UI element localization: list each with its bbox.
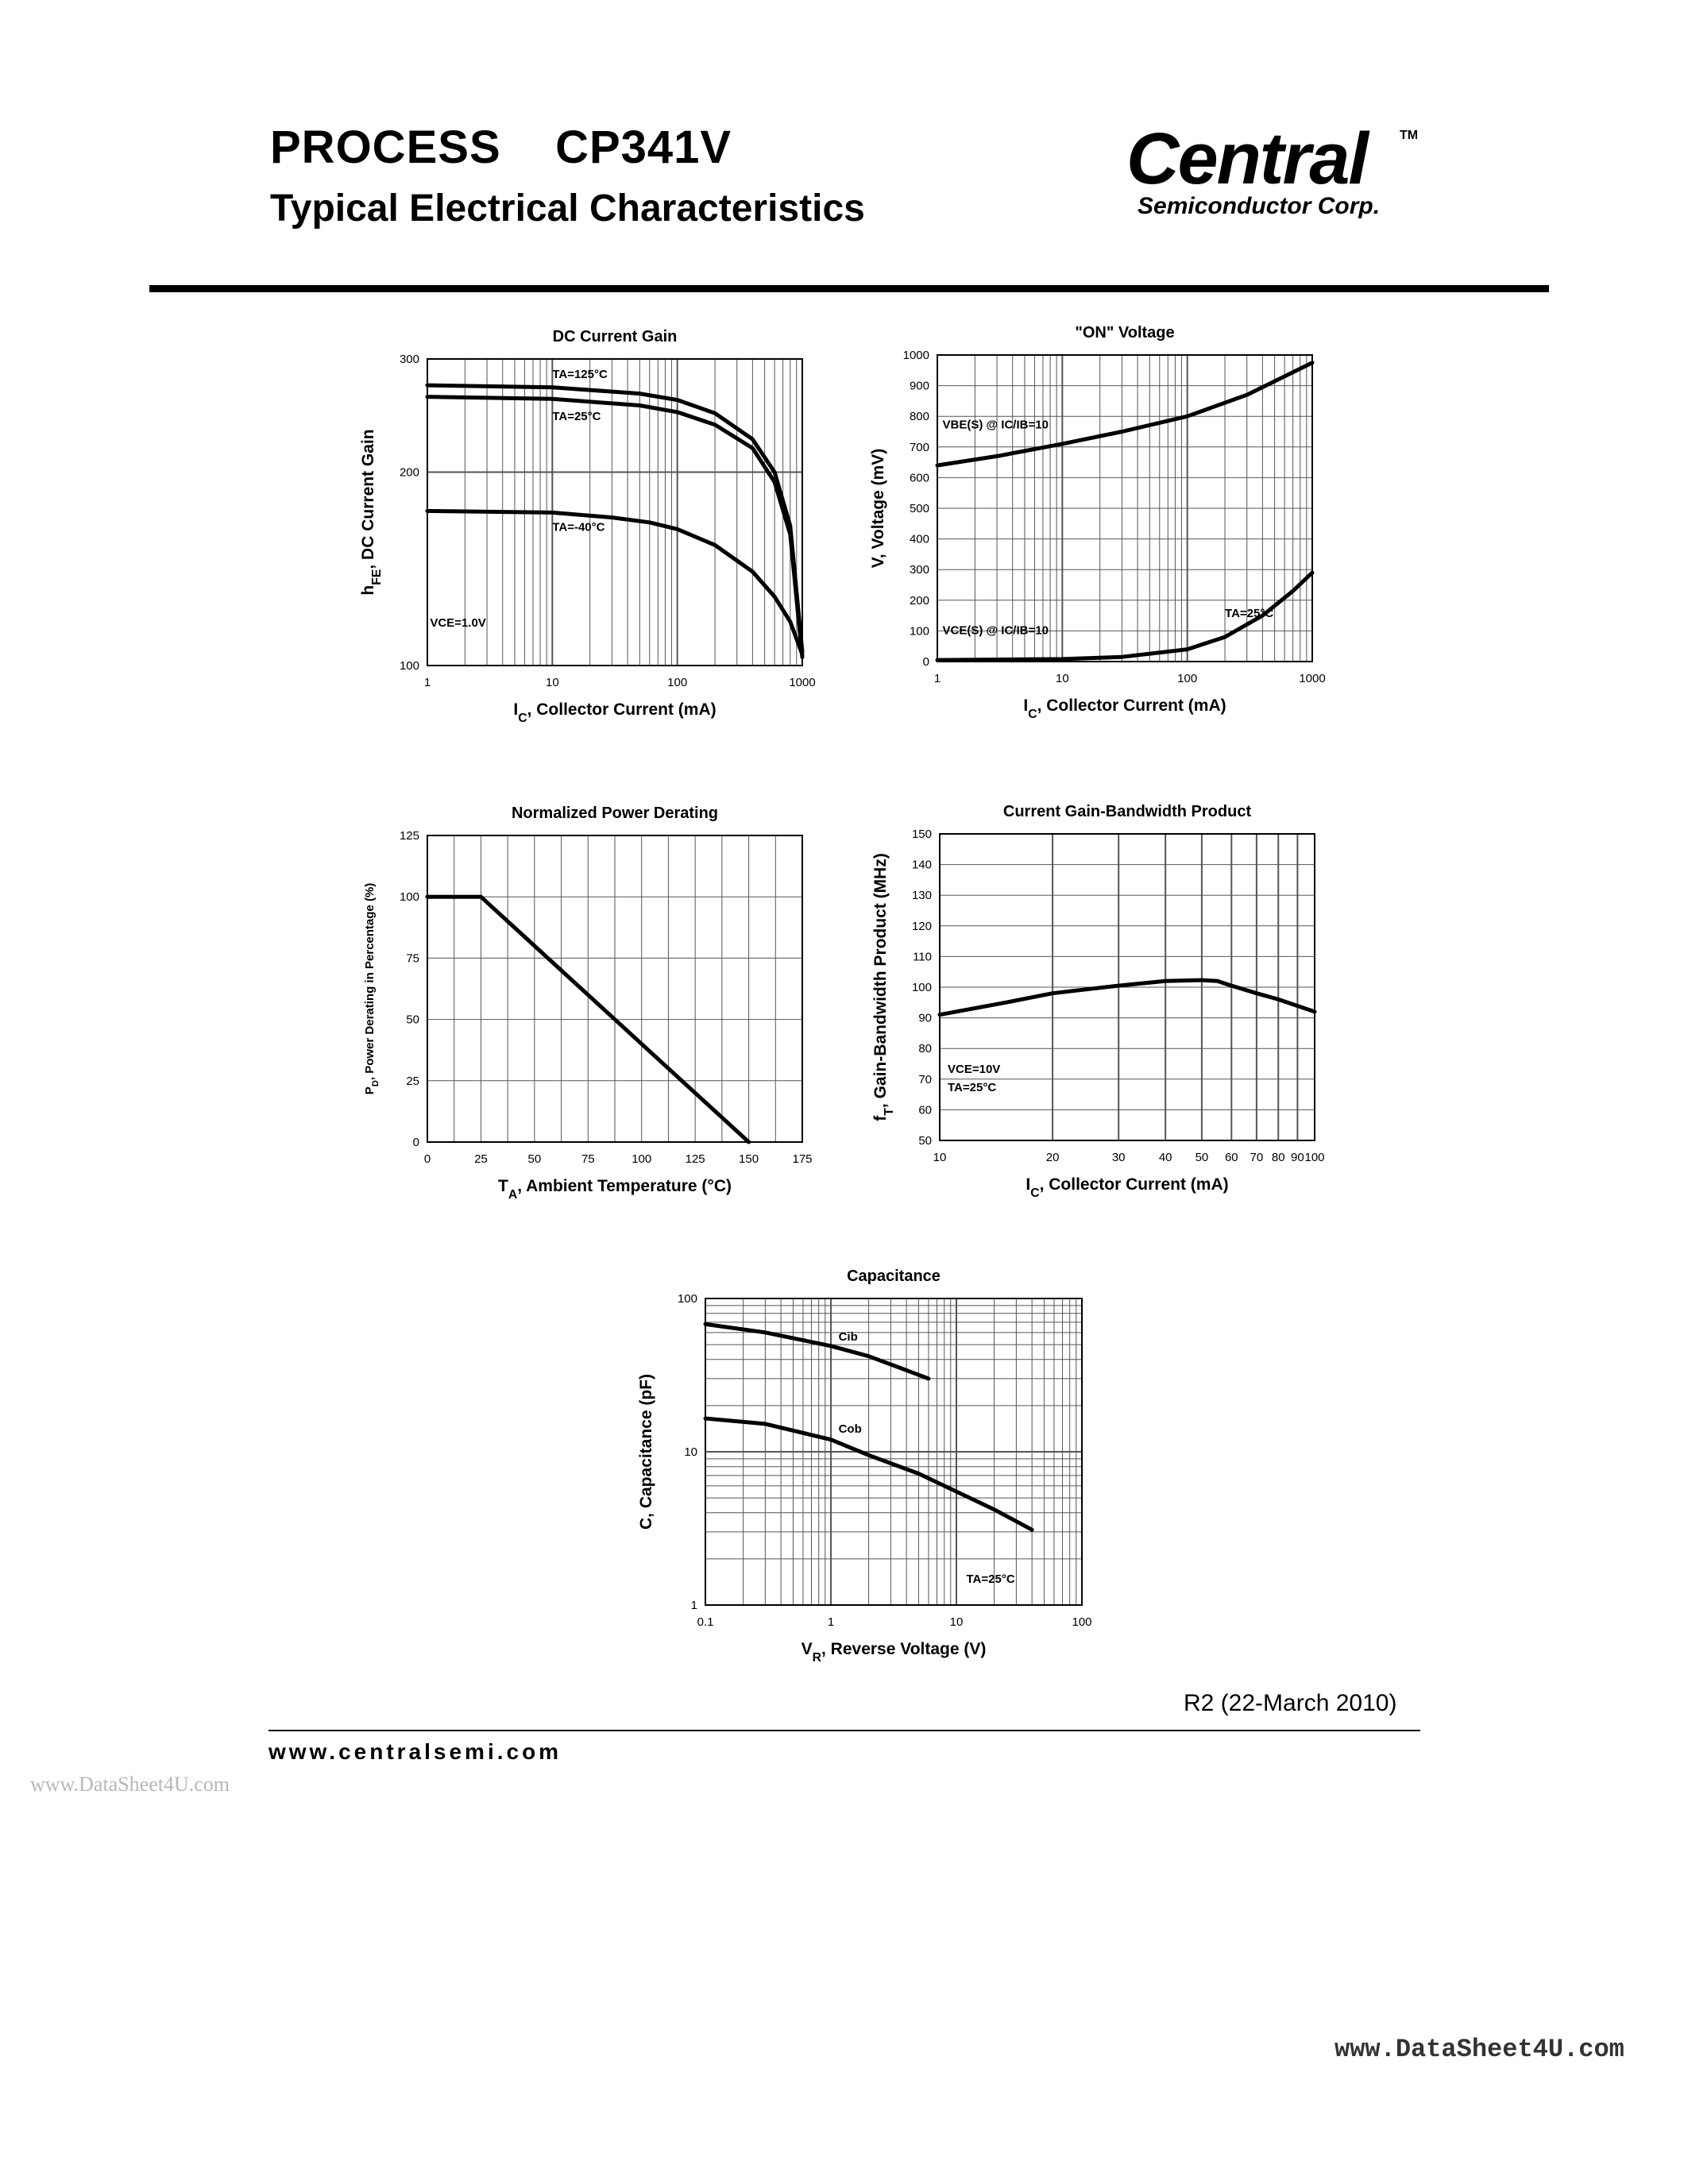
x-tick-label: 50 bbox=[1195, 1151, 1209, 1164]
x-tick-label: 50 bbox=[527, 1152, 542, 1166]
y-tick-label: 100 bbox=[677, 1292, 697, 1306]
logo-subtitle: Semiconductor Corp. bbox=[1138, 193, 1381, 219]
footer-rule bbox=[268, 1730, 1420, 1731]
x-tick-label: 150 bbox=[739, 1152, 759, 1166]
chart-title: Normalized Power Derating bbox=[511, 805, 719, 822]
x-axis-label: $I_C$, Collector Current (mA) bbox=[1026, 1175, 1229, 1200]
y-tick-label: 125 bbox=[399, 829, 419, 843]
y-axis-label: V, Voltage (mV) bbox=[869, 448, 887, 569]
chart-title: "ON" Voltage bbox=[1075, 324, 1175, 341]
x-tick-label: 25 bbox=[474, 1152, 488, 1166]
x-tick-label: 10 bbox=[1055, 672, 1069, 685]
y-tick-label: 300 bbox=[909, 563, 929, 577]
chart-title: DC Current Gain bbox=[552, 328, 678, 345]
x-tick-label: 0.1 bbox=[697, 1615, 714, 1629]
x-tick-label: 100 bbox=[1072, 1615, 1092, 1629]
x-axis-label: $I_C$, Collector Current (mA) bbox=[1023, 696, 1226, 721]
annotation-label: TA=25°C bbox=[552, 409, 601, 423]
chart-gain-bandwidth bbox=[871, 803, 1325, 1200]
revision-label: R2 (22-March 2010) bbox=[1184, 1690, 1397, 1716]
x-axis-label: $T_A$, Ambient Temperature (°C) bbox=[498, 1177, 732, 1202]
annotation-label: TA=25°C bbox=[1225, 607, 1274, 621]
y-tick-label: 110 bbox=[913, 950, 932, 964]
y-axis-label: C, Capacitance (pF) bbox=[637, 1373, 655, 1530]
y-tick-label: 600 bbox=[909, 471, 929, 485]
y-tick-label: 0 bbox=[922, 655, 929, 669]
logo-name: Central bbox=[1126, 118, 1367, 199]
y-tick-label: 400 bbox=[909, 532, 929, 546]
annotation-label: TA=25°C bbox=[948, 1081, 997, 1095]
x-tick-label: 70 bbox=[1250, 1151, 1264, 1164]
x-tick-label: 30 bbox=[1111, 1151, 1126, 1164]
x-tick-label: 100 bbox=[667, 676, 688, 689]
x-tick-label: 175 bbox=[792, 1152, 813, 1166]
watermark-right: www.DataSheet4U.com bbox=[1335, 2035, 1624, 2064]
annotation-label: VCE=10V bbox=[948, 1063, 1001, 1077]
y-tick-label: 75 bbox=[406, 951, 419, 966]
x-tick-label: 10 bbox=[949, 1615, 964, 1629]
website-link[interactable]: www.centralsemi.com bbox=[268, 1739, 562, 1764]
x-tick-label: 20 bbox=[1045, 1151, 1060, 1164]
x-axis-label: $I_C$, Collector Current (mA) bbox=[513, 700, 717, 725]
chart-grid bbox=[705, 1298, 1082, 1605]
y-tick-label: 50 bbox=[918, 1134, 932, 1148]
y-tick-label: 130 bbox=[911, 889, 932, 903]
chart-capacitance bbox=[637, 1268, 1092, 1665]
annotation-label: VCE(S) @ IC/IB=10 bbox=[942, 623, 1049, 638]
y-tick-label: 150 bbox=[911, 828, 932, 841]
x-tick-label: 0 bbox=[423, 1152, 431, 1166]
y-tick-label: 140 bbox=[911, 858, 932, 872]
y-tick-label: 700 bbox=[909, 440, 929, 454]
y-tick-label: 90 bbox=[918, 1011, 932, 1025]
annotation-label: TA=-40°C bbox=[552, 520, 605, 534]
y-tick-label: 1000 bbox=[902, 349, 929, 362]
y-tick-label: 200 bbox=[399, 465, 419, 480]
x-tick-label: 75 bbox=[581, 1152, 595, 1166]
y-axis-label: $h_{FE}$, DC Current Gain bbox=[359, 429, 384, 596]
chart-on-voltage bbox=[869, 324, 1326, 721]
x-tick-label: 40 bbox=[1158, 1151, 1172, 1164]
x-tick-label: 10 bbox=[545, 676, 559, 689]
chart-title: Capacitance bbox=[847, 1268, 941, 1285]
annotation-label: Cib bbox=[838, 1330, 858, 1345]
y-tick-label: 0 bbox=[412, 1136, 419, 1149]
y-tick-label: 100 bbox=[911, 981, 932, 994]
annotation-label: VBE(S) @ IC/IB=10 bbox=[942, 418, 1049, 432]
x-tick-label: 100 bbox=[1304, 1151, 1325, 1164]
chart-title: Current Gain-Bandwidth Product bbox=[1002, 803, 1252, 820]
annotation-label: TA=125°C bbox=[552, 368, 608, 382]
annotation-label: Cob bbox=[838, 1422, 862, 1437]
y-tick-label: 60 bbox=[918, 1103, 932, 1117]
x-tick-label: 100 bbox=[1177, 672, 1198, 685]
y-tick-label: 1 bbox=[690, 1599, 697, 1612]
y-tick-label: 800 bbox=[909, 410, 929, 424]
logo-trademark: TM bbox=[1400, 129, 1419, 142]
y-tick-label: 500 bbox=[909, 502, 929, 515]
x-axis-label: $V_R$, Reverse Voltage (V) bbox=[801, 1640, 987, 1665]
y-axis-label: $P_D$, Power Derating in Percentage (%) bbox=[363, 882, 380, 1095]
x-tick-label: 10 bbox=[933, 1151, 947, 1164]
y-tick-label: 100 bbox=[399, 890, 419, 905]
annotation-label: TA=25°C bbox=[966, 1572, 1015, 1586]
series-line bbox=[940, 980, 1315, 1015]
y-tick-label: 100 bbox=[399, 659, 419, 673]
chart-power-derating bbox=[363, 805, 813, 1202]
chart-dc-current-gain bbox=[359, 328, 816, 725]
page-title: PROCESS CP341V bbox=[270, 122, 732, 173]
x-tick-label: 1 bbox=[423, 676, 431, 689]
y-tick-label: 100 bbox=[909, 624, 929, 639]
x-tick-label: 1 bbox=[827, 1615, 835, 1629]
x-tick-label: 80 bbox=[1271, 1151, 1285, 1164]
series-line bbox=[937, 363, 1312, 465]
y-tick-label: 10 bbox=[684, 1445, 697, 1459]
x-tick-label: 1000 bbox=[789, 676, 816, 689]
page-subtitle: Typical Electrical Characteristics bbox=[270, 187, 865, 230]
y-tick-label: 300 bbox=[399, 353, 419, 366]
watermark-left: www.DataSheet4U.com bbox=[30, 1773, 230, 1796]
y-tick-label: 200 bbox=[909, 593, 929, 608]
y-tick-label: 50 bbox=[406, 1013, 419, 1027]
y-tick-label: 70 bbox=[918, 1072, 932, 1086]
y-tick-label: 25 bbox=[406, 1074, 419, 1088]
y-axis-label: $f_T$, Gain-Bandwidth Product (MHz) bbox=[871, 853, 896, 1121]
x-tick-label: 100 bbox=[632, 1152, 652, 1166]
x-tick-label: 60 bbox=[1224, 1151, 1238, 1164]
x-tick-label: 1000 bbox=[1299, 672, 1326, 685]
x-tick-label: 90 bbox=[1291, 1151, 1304, 1164]
x-tick-label: 125 bbox=[685, 1152, 705, 1166]
chart-grid bbox=[427, 835, 802, 1142]
annotation-label: VCE=1.0V bbox=[430, 615, 486, 630]
series-line bbox=[427, 511, 802, 654]
x-tick-label: 1 bbox=[933, 672, 941, 685]
y-tick-label: 120 bbox=[911, 919, 932, 933]
y-tick-label: 900 bbox=[909, 379, 929, 393]
y-tick-label: 80 bbox=[918, 1042, 932, 1056]
